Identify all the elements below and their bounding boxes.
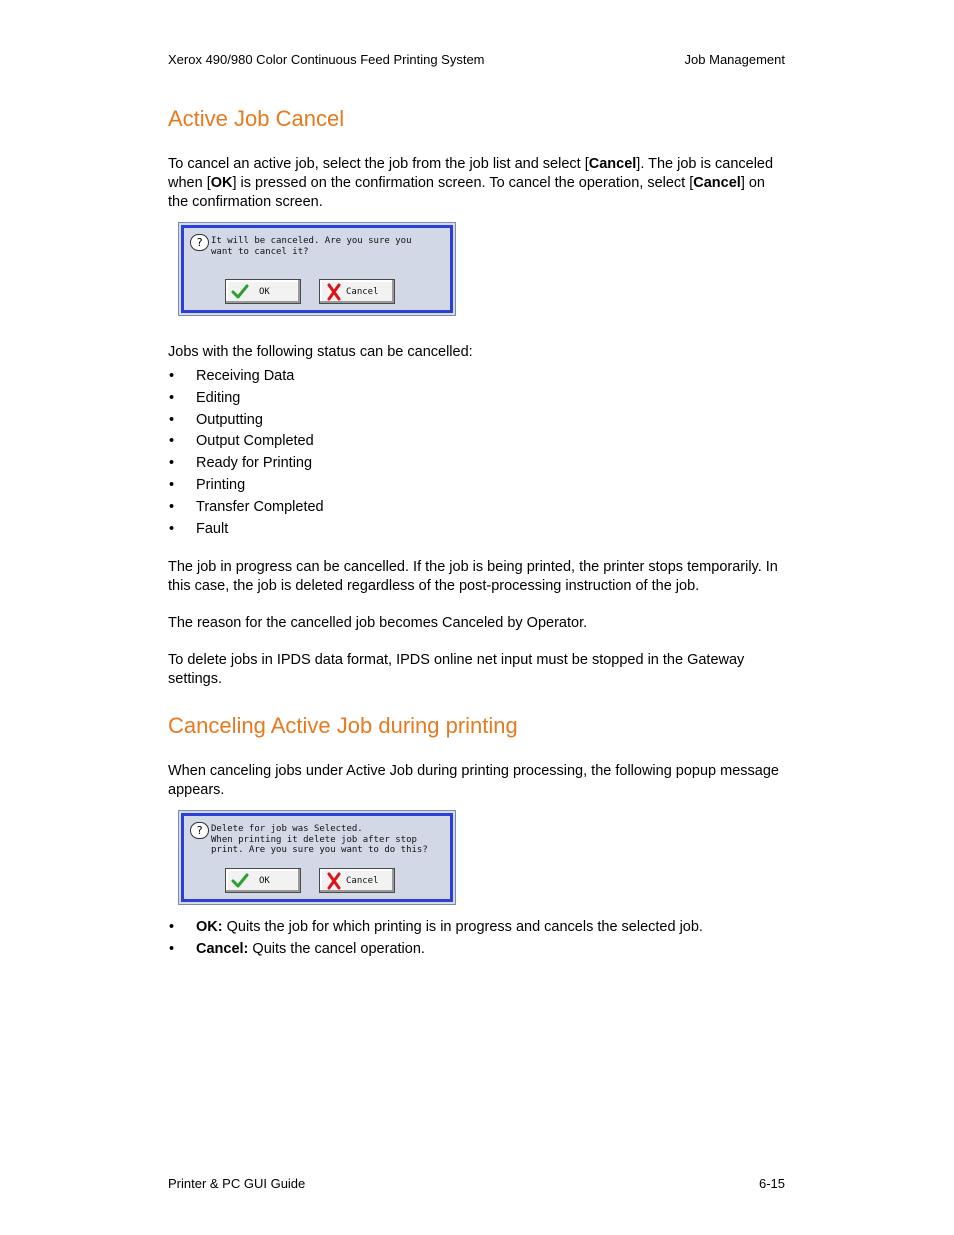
question-icon: ? <box>190 822 209 839</box>
bullet-icon: • <box>169 919 175 935</box>
status-list-item <box>168 453 568 475</box>
bullet-icon: • <box>169 455 175 472</box>
checkmark-icon <box>231 872 249 890</box>
cross-icon <box>325 283 343 301</box>
status-list-item <box>168 431 568 453</box>
dialog-frame <box>181 225 453 313</box>
cancel-button-label: Cancel <box>346 876 379 886</box>
option-description: Quits the job for which printing is in progress and cancels the selected job. <box>222 919 703 935</box>
question-icon: ? <box>190 234 209 251</box>
page-number: 6-15 <box>758 1176 785 1191</box>
status-label: Receiving Data <box>196 368 295 384</box>
dialog-message: It will be canceled. Are you sure you want to cancel it? <box>211 236 412 257</box>
cancel-button[interactable] <box>319 868 395 893</box>
bold-term: Cancel <box>693 175 741 191</box>
status-list-item <box>168 388 568 410</box>
status-label: Output Completed <box>196 433 314 450</box>
text-run: ] is pressed on the confirmation screen. To cancel the operation, select [ <box>232 175 694 191</box>
bullet-icon: • <box>169 498 175 515</box>
status-label: Fault <box>196 520 229 537</box>
status-label: Printing <box>196 476 246 493</box>
paragraph-in-progress: The job in progress can be cancelled. If the job is being printed, the printer stops temporarily. In this case, the job is deleted regardless of the post-processing instruction of the job. <box>168 559 778 594</box>
ok-button-label: OK <box>259 287 270 297</box>
option-term: Cancel: <box>196 940 249 957</box>
dialog-message: Delete for job was Selected. When printing it delete job after stop print. Are you sure you want to do this? <box>211 824 428 855</box>
intro-paragraph <box>168 155 788 212</box>
status-list <box>168 366 568 540</box>
cancel-button[interactable] <box>319 279 395 304</box>
bold-term: OK <box>210 175 233 191</box>
bullet-icon: • <box>169 433 175 450</box>
status-list-item <box>168 475 568 497</box>
running-header-title: Xerox 490/980 Color Continuous Feed Printing System <box>168 52 485 67</box>
text-run: ]. The job is canceled when [ <box>168 156 774 191</box>
bullet-icon: • <box>169 520 175 537</box>
ok-button[interactable] <box>225 868 301 893</box>
status-label: Editing <box>196 389 241 406</box>
running-header-section: Job Management <box>684 52 785 67</box>
cancel-button-label: Cancel <box>346 287 379 297</box>
section-title-active-job-cancel: Active Job Cancel <box>168 106 345 131</box>
option-list-item <box>168 939 808 961</box>
status-list-item <box>168 497 568 519</box>
cross-icon <box>325 872 343 890</box>
text-run: ] on the confirmation screen. <box>168 175 765 210</box>
text-run: To cancel an active job, select the job from the job list and select [ <box>168 156 589 172</box>
status-list-item <box>168 519 568 541</box>
option-term: OK: <box>196 919 223 935</box>
option-list-item <box>168 917 808 939</box>
paragraph-reason: The reason for the cancelled job becomes Canceled by Operator. <box>168 615 588 631</box>
option-list <box>168 917 808 961</box>
status-list-item <box>168 366 568 388</box>
delete-confirm-dialog <box>178 810 456 905</box>
footer-guide-title: Printer & PC GUI Guide <box>168 1176 306 1191</box>
section-title-canceling-during-printing: Canceling Active Job during printing <box>168 713 518 738</box>
dialog-frame <box>181 813 453 902</box>
section2-intro: When canceling jobs under Active Job during printing processing, the following popup message appears. <box>168 763 779 798</box>
paragraph-ipds: To delete jobs in IPDS data format, IPDS online net input must be stopped in the Gateway settings. <box>168 652 745 687</box>
status-label: Outputting <box>196 411 263 428</box>
ok-button[interactable] <box>225 279 301 304</box>
status-intro: Jobs with the following status can be cancelled: <box>168 344 473 360</box>
ok-button-label: OK <box>259 876 270 886</box>
cancel-confirm-dialog <box>178 222 456 316</box>
checkmark-icon <box>231 283 249 301</box>
bullet-icon: • <box>169 389 175 406</box>
option-description: Quits the cancel operation. <box>248 940 425 957</box>
status-label: Ready for Printing <box>196 455 313 472</box>
bullet-icon: • <box>169 476 175 493</box>
status-list-item <box>168 410 568 432</box>
status-label: Transfer Completed <box>196 498 324 515</box>
bullet-icon: • <box>169 368 175 384</box>
bold-term: Cancel <box>588 156 637 172</box>
bullet-icon: • <box>169 940 175 957</box>
bullet-icon: • <box>169 411 175 428</box>
